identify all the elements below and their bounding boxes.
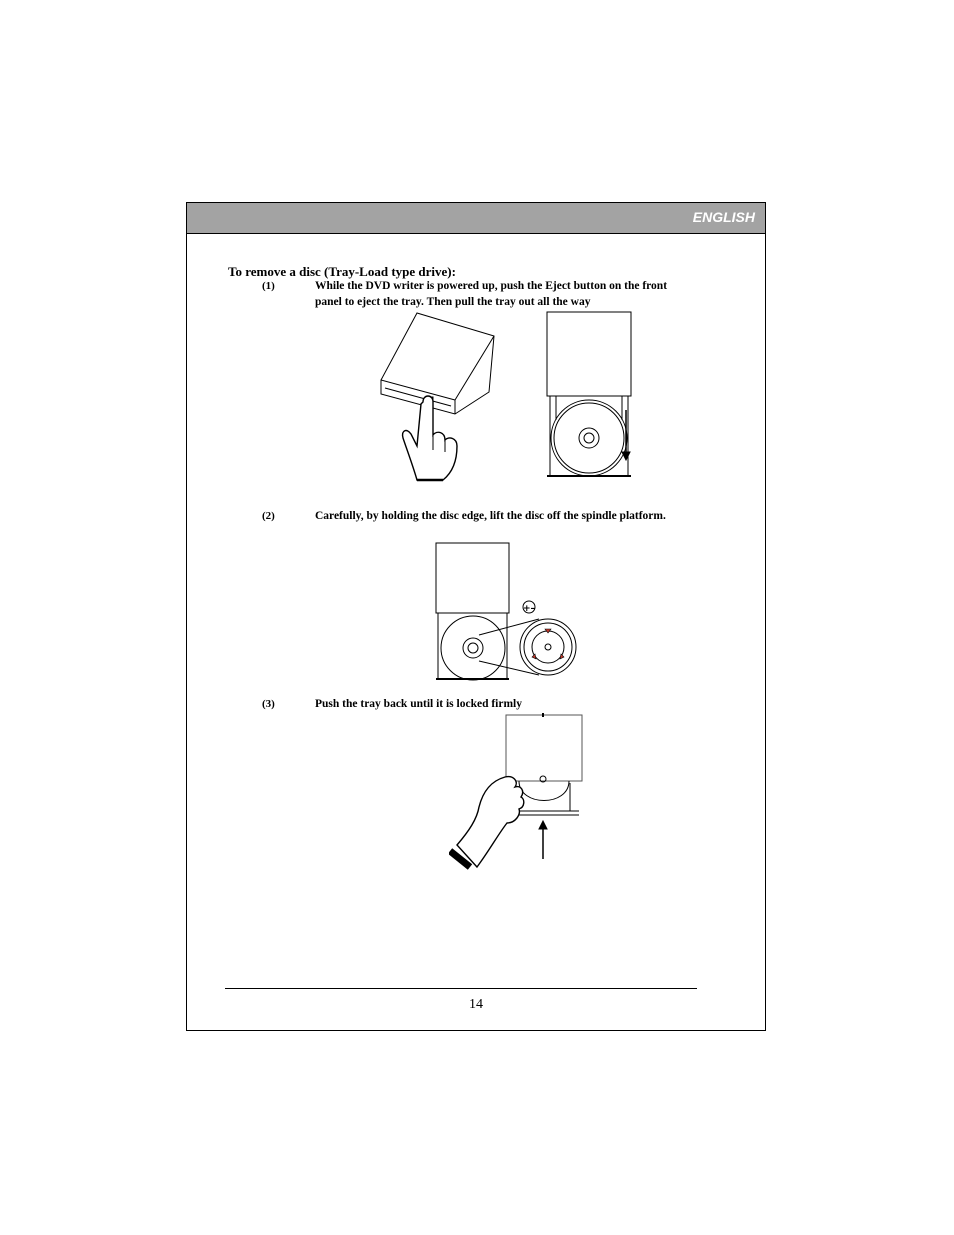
step-2-text: Carefully, by holding the disc edge, lift the disc off the spindle platform.	[315, 510, 666, 522]
language-label: ENGLISH	[692, 209, 755, 225]
section-title: To remove a disc (Tray-Load type drive):	[228, 264, 456, 279]
page-number: 14	[469, 997, 483, 1012]
figure-eject-button-press	[377, 310, 507, 485]
figure-push-tray-back	[449, 711, 584, 876]
header-bar	[187, 203, 765, 234]
page-frame	[186, 202, 766, 1031]
step-3-number: (3)	[262, 698, 275, 710]
step-2-number: (2)	[262, 510, 275, 522]
figure-lift-disc	[433, 541, 583, 681]
step-3-text: Push the tray back until it is locked firmly	[315, 698, 523, 710]
step-1-text: While the DVD writer is powered up, push the Eject button on the front panel to eject the tray. Then pull the tray out all the way	[315, 280, 668, 308]
footer-rule	[225, 988, 697, 989]
spindle-callout-symbol: +–	[523, 604, 536, 614]
figure-tray-pull-out	[545, 310, 645, 480]
step-1-number: (1)	[262, 280, 275, 292]
